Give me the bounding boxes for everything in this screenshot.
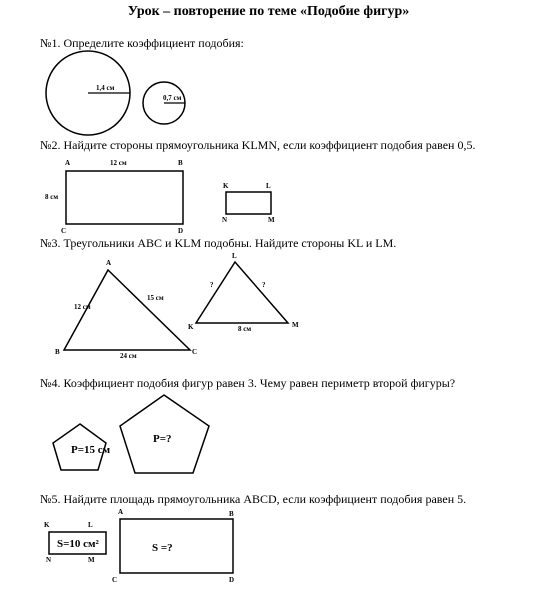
vertex-k: K [44, 521, 50, 529]
side-ab-label: 12 см [74, 303, 91, 311]
vertex-b: B [55, 348, 60, 356]
vertex-m: M [88, 556, 95, 564]
vertex-c: C [192, 348, 198, 356]
figure-1-circles [46, 51, 185, 135]
vertex-k: K [188, 323, 194, 331]
rectangle-abcd [120, 519, 233, 573]
vertex-c: C [61, 227, 67, 235]
vertex-b: B [178, 159, 183, 167]
side-lm-label: ? [262, 281, 266, 289]
side-ac-label: 15 см [147, 294, 164, 302]
side-kl-label: ? [210, 281, 214, 289]
vertex-l: L [232, 252, 237, 260]
side-bc-label: 24 см [120, 352, 137, 360]
big-rectangle-area-label: S =? [152, 542, 173, 554]
vertex-a: A [118, 508, 124, 516]
side-ab-label: 12 см [110, 159, 127, 167]
page-title: Урок – повторение по теме «Подобие фигур» [127, 4, 410, 19]
task-5-text: №5. Найдите площадь прямоугольника ABCD, если коэффициент подобия равен 5. [40, 492, 467, 506]
side-km-label: 8 см [238, 325, 252, 333]
triangle-klm [196, 262, 288, 323]
figure-4-pentagons [53, 395, 209, 473]
figure-3-triangles [55, 252, 299, 360]
vertex-l: L [266, 182, 271, 190]
rectangle-abcd [66, 171, 183, 224]
small-pentagon-perimeter [71, 444, 111, 456]
rectangle-klmn [226, 192, 271, 214]
vertex-a: A [65, 159, 71, 167]
vertex-n: N [222, 216, 228, 224]
vertex-a: A [106, 259, 112, 267]
vertex-l: L [88, 521, 93, 529]
small-rectangle-area-label: S=10 см² [57, 538, 99, 550]
vertex-k: K [223, 182, 229, 190]
task-1-text: №1. Определите коэффициент подобия: [40, 36, 244, 50]
vertex-b: B [229, 510, 234, 518]
vertex-c: C [112, 576, 118, 584]
figure-5-rectangles [44, 508, 234, 584]
figure-2-rectangles [45, 159, 275, 235]
big-pentagon-perimeter-label: P=? [153, 433, 172, 445]
task-2-text: №2. Найдите стороны прямоугольника KLMN, если коэффициент подобия равен 0,5. [40, 138, 476, 152]
vertex-d: D [229, 576, 235, 584]
vertex-n: N [46, 556, 52, 564]
vertex-m: M [292, 321, 299, 329]
small-pentagon-perimeter-label: P=15 см [71, 444, 111, 456]
vertex-d: D [178, 227, 184, 235]
vertex-m: M [268, 216, 275, 224]
small-circle-radius-label: 0,7 см [163, 94, 182, 102]
big-circle-radius-label: 1,4 см [96, 84, 115, 92]
side-ac-label: 8 см [45, 193, 59, 201]
task-3-text: №3. Треугольники ABC и KLM подобны. Найдите стороны KL и LM. [40, 236, 397, 250]
task-4-text: №4. Коэффициент подобия фигур равен 3. Чему равен периметр второй фигуры? [40, 376, 456, 390]
